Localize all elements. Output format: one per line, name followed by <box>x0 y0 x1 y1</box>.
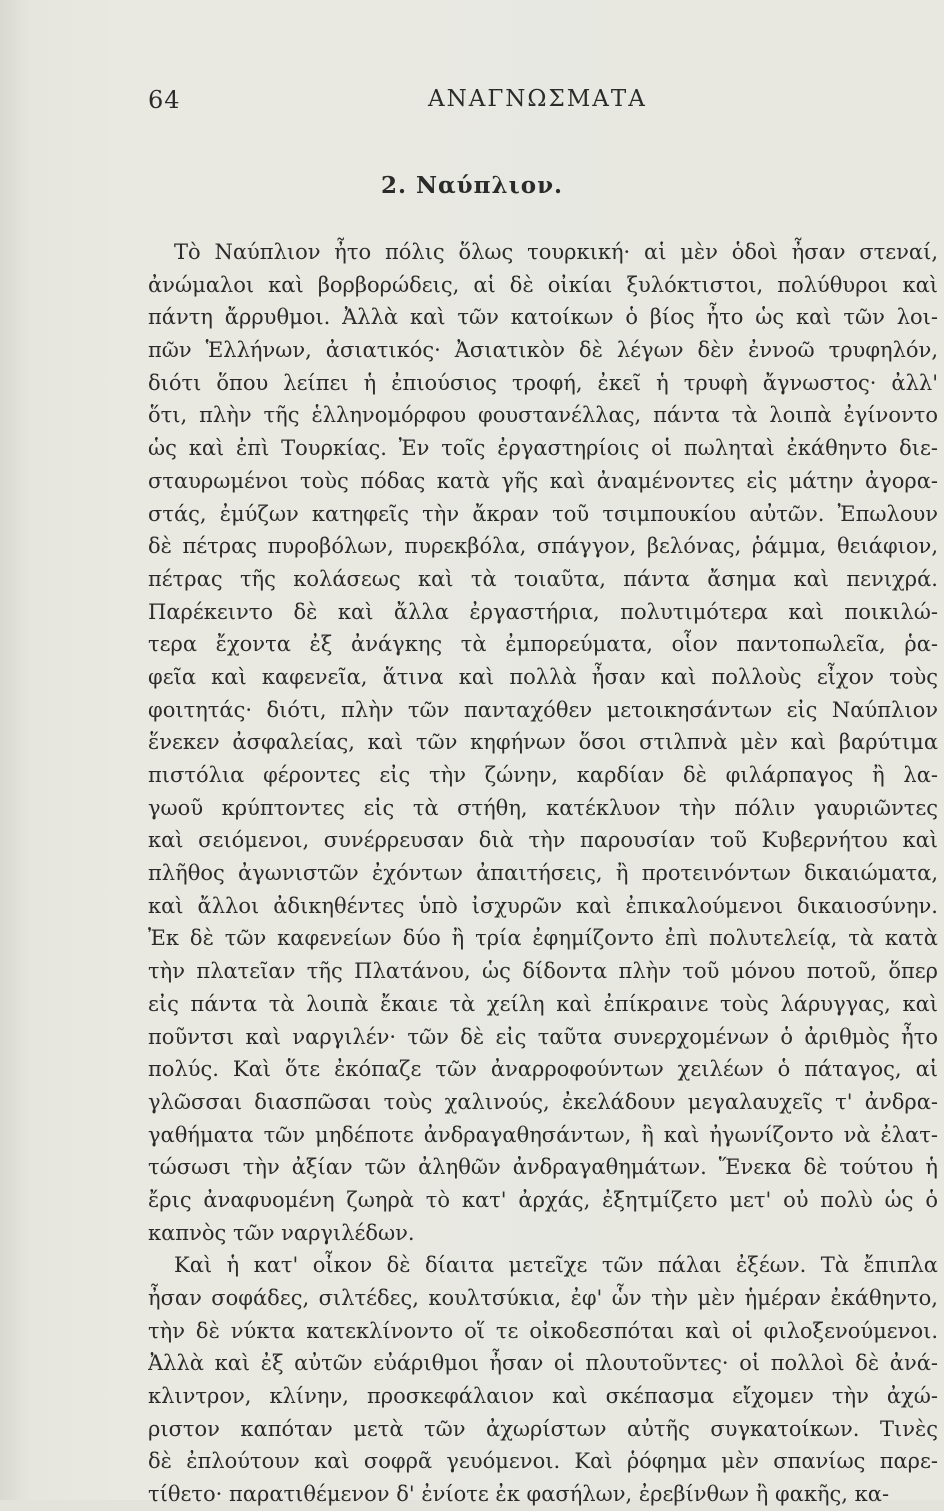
text-line: πολύς. Καὶ ὅτε ἐκόπαζε τῶν ἀναρροφούντων χειλέων ὁ πάταγος, αἱ <box>148 1057 938 1082</box>
text-line: πῶν Ἑλλήνων, ἀσιατικός· Ἀσιατικὸν δὲ λέγων δὲν ἐννοῶ τρυφηλόν, <box>148 338 938 363</box>
page-header <box>148 86 938 126</box>
text-line: φοιτητάς· διότι, πλὴν τῶν πανταχόθεν μετοικησάντων εἰς Ναύπλιον <box>148 697 938 722</box>
text-line: τερα ἔχοντα ἐξ ἀνάγκης τὰ ἐμπορεύματα, οἷον παντοπωλεῖα, ῥα- <box>148 632 938 657</box>
text-line: τίθετο· παρατιθέμενον δ' ἐνίοτε ἐκ φασήλων, ἐρεβίνθων ἢ φακῆς, κα- <box>148 1482 890 1507</box>
text-line: ἦσαν σοφάδες, σιλτέδες, κουλτσύκια, ἐφ' ὧν τὴν μὲν ἡμέραν ἐκάθηντο, <box>148 1286 938 1310</box>
text-line: γλῶσσαι διασπῶσαι τοὺς χαλινούς, ἐκελάδουν μεγαλαυχεῖς τ' ἀνδρα- <box>148 1089 938 1114</box>
text-line: ἔρις ἀναφυομένη ζωηρὰ τὸ κατ' ἀρχάς, ἐξητμίζετο μετ' οὐ πολὺ ὡς ὁ <box>148 1187 938 1212</box>
text-line: γαθήματα τῶν μηδέποτε ἀνδραγαθησάντων, ἢ καὶ ἠγωνίζοντο νὰ ἐλατ- <box>148 1122 938 1147</box>
text-line: δὲ πέτρας πυροβόλων, πυρεκβόλα, σπάγγον, βελόνας, ῥάμμα, θειάφιον, <box>148 534 938 559</box>
text-line: ὅτι, πλὴν τῆς ἑλληνομόρφου φουστανέλλας, πάντα τὰ λοιπὰ ἐγίνοντο <box>148 403 938 428</box>
text-line: Ἐκ δὲ τῶν καφενείων δύο ἢ τρία ἐφημίζοντο ἐπὶ πολυτελείᾳ, τὰ κατὰ <box>148 926 938 951</box>
text-line: πλῆθος ἀγωνιστῶν ἐχόντων ἀπαιτήσεις, ἢ προτεινόντων δικαιώματα, <box>148 861 938 886</box>
text-line: καπνὸς τῶν ναργιλέδων. <box>148 1220 415 1245</box>
text-line: ἕνεκεν ἀσφαλείας, καὶ τῶν κηφήνων ὅσοι στιλπνὰ μὲν καὶ βαρύτιμα <box>148 730 938 755</box>
page-number: 64 <box>148 86 181 114</box>
body-text <box>148 236 938 1511</box>
text-line: κλιντρον, κλίνην, προσκεφάλαιον καὶ σκέπασμα εἴχομεν τὴν ἀχώ- <box>148 1384 938 1409</box>
text-line: τὴν δὲ νύκτα κατεκλίνοντο οἵ τε οἰκοδεσπόται καὶ οἱ φιλοξενούμενοι. <box>148 1318 938 1343</box>
text-line: τὴν πλατεῖαν τῆς Πλατάνου, ὡς δίδοντα πλὴν τοῦ μόνου ποτοῦ, ὅπερ <box>148 959 938 984</box>
text-line: Ἀλλὰ καὶ ἐξ αὐτῶν εὐάριθμοι ἦσαν οἱ πλουτοῦντες· οἱ πολλοὶ δὲ ἀνά- <box>148 1351 938 1376</box>
text-line: γωοῦ κρύπτοντες εἰς τὰ στήθη, κατέκλυον τὴν πόλιν γαυριῶντες <box>148 795 938 820</box>
section-title: 2. Ναύπλιον. <box>380 172 564 199</box>
text-line: ἀνώμαλοι καὶ βορβορώδεις, αἱ δὲ οἰκίαι ξυλόκτιστοι, πολύθυροι καὶ <box>148 272 938 297</box>
text-line: εἰς πάντα τὰ λοιπὰ ἔκαιε τὰ χείλη καὶ ἐπίκραινε τοὺς λάρυγγας, καὶ <box>148 991 938 1016</box>
text-line: στάς, ἐμύζων κατηφεῖς τὴν ἄκραν τοῦ τσιμπουκίου αὐτῶν. Ἐπωλουν <box>148 501 938 526</box>
text-line: Παρέκειντο δὲ καὶ ἄλλα ἐργαστήρια, πολυτιμότερα καὶ ποικιλώ- <box>148 599 938 624</box>
text-line: Καὶ ἡ κατ' οἶκον δὲ δίαιτα μετεῖχε τῶν πάλαι ἐξέων. Τὰ ἔπιπλα <box>174 1253 938 1278</box>
text-line: Τὸ Ναύπλιον ἦτο πόλις ὅλως τουρκική· αἱ μὲν ὁδοὶ ἦσαν στεναί, <box>174 240 938 264</box>
text-line: καὶ σειόμενοι, συνέρρευσαν διὰ τὴν παρουσίαν τοῦ Κυβερνήτου καὶ <box>148 828 938 853</box>
text-line: ὡς καὶ ἐπὶ Τουρκίας. Ἐν τοῖς ἐργαστηρίοις οἱ πωληταὶ ἐκάθηντο διε- <box>148 436 938 461</box>
text-line: διότι ὅπου λείπει ἡ ἐπιούσιος τροφή, ἐκεῖ ἡ τρυφὴ ἄγνωστος· ἀλλ' <box>148 370 938 395</box>
text-line: πάντη ἄρρυθμοι. Ἀλλὰ καὶ τῶν κατοίκων ὁ βίος ἦτο ὡς καὶ τῶν λοι- <box>148 305 938 330</box>
text-line: τώσωσι τὴν ἀξίαν τῶν ἀληθῶν ἀνδραγαθημάτων. Ἕνεκα δὲ τούτου ἡ <box>148 1155 938 1180</box>
text-line: πέτρας τῆς κολάσεως καὶ τὰ τοιαῦτα, πάντα ἄσημα καὶ πενιχρά. <box>148 566 938 591</box>
text-line: φεῖα καὶ καφενεῖα, ἅτινα καὶ πολλὰ ἦσαν καὶ πολλοὺς εἶχον τοὺς <box>148 664 938 689</box>
text-line: πιστόλια φέροντες εἰς τὴν ζώνην, καρδίαν δὲ φιλάρπαγος ἢ λα- <box>148 763 938 787</box>
running-head: ΑΝΑΓΝΩΣΜΑΤΑ <box>428 86 647 112</box>
text-line: καὶ ἄλλοι ἀδικηθέντες ὑπὸ ἰσχυρῶν καὶ ἐπικαλούμενοι δικαιοσύνην. <box>148 893 938 918</box>
text-line: δὲ ἐπλούτουν καὶ σοφρᾶ γευόμενοι. Καὶ ῥόφημα μὲν σπανίως παρε- <box>148 1449 938 1474</box>
text-line: ριστον καπόταν μετὰ τῶν ἀχωρίστων αὐτῆς συγκατοίκων. Τινὲς <box>148 1416 938 1441</box>
text-line: σταυρωμένοι τοὺς πόδας κατὰ γῆς καὶ ἀναμένοντες εἰς μάτην ἀγορα- <box>148 468 938 493</box>
text-line: ποῦντσι καὶ ναργιλέν· τῶν δὲ εἰς ταῦτα συνερχομένων ὁ ἀριθμὸς ἦτο <box>148 1024 938 1049</box>
